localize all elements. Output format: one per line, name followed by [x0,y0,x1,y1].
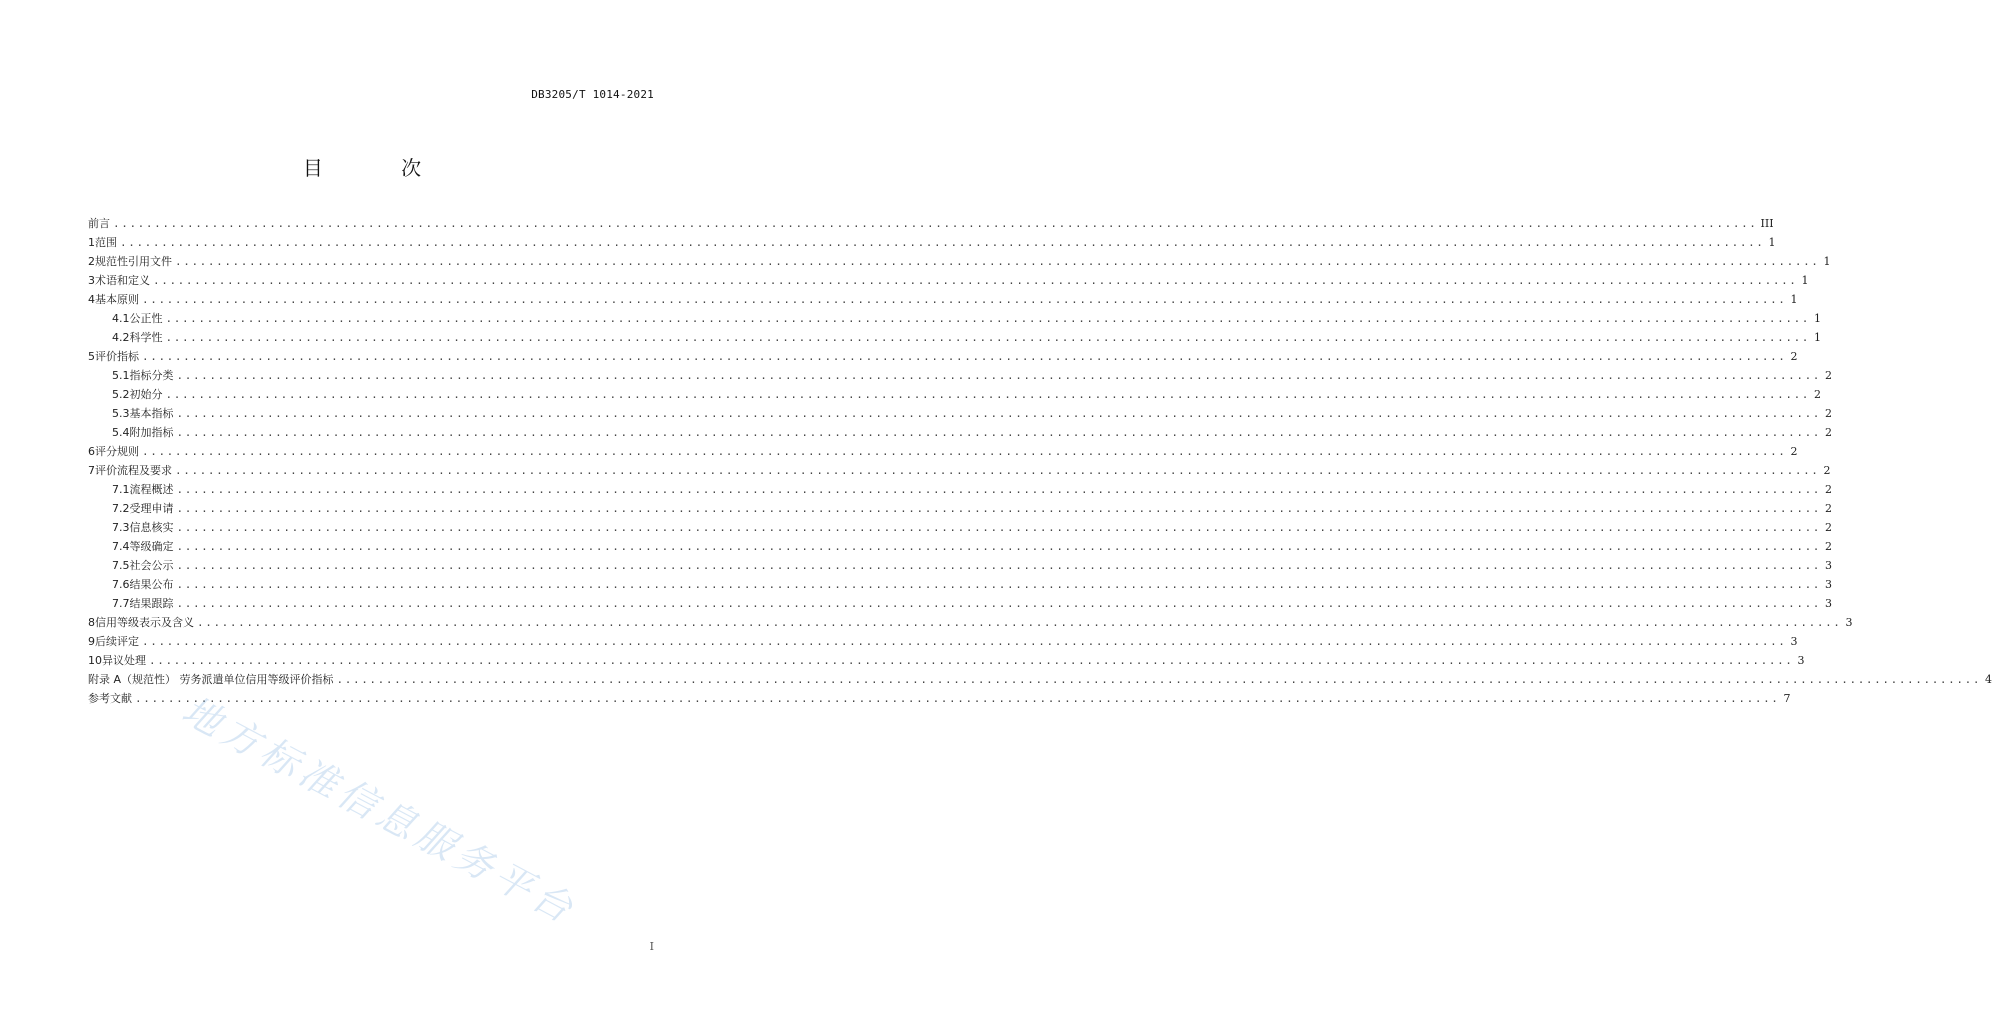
toc-entry-page: 4 [1985,673,1992,686]
toc-entry[interactable] [88,366,1833,385]
toc-entry-page: 2 [1823,464,1831,477]
toc-leader-dots: ........................................................................................................................................................................................................ [142,350,1787,363]
toc-leader-dots: ........................................................................................................................................................................................................ [176,426,1822,439]
toc-entry-label: 科学性 [129,331,163,344]
toc-entry-label: 流程概述 [129,483,174,496]
toc-leader-dots: ........................................................................................................................................................................................................ [176,578,1822,591]
toc-leader-dots: ........................................................................................................................................................................................................ [165,331,1811,344]
page-title: 目 次 [302,156,458,180]
toc-entry-page: 3 [1797,654,1805,667]
toc-entry-label: 规范性引用文件 [95,255,172,268]
toc-entry-number: 8 [88,616,95,629]
toc-entry-page: III [1760,217,1774,230]
toc-entry-number: 7.4 [112,540,130,553]
toc-entry-number: 7 [88,464,95,477]
toc-leader-dots: ........................................................................................................................................................................................................ [113,217,1758,230]
toc-entry-page: 1 [1814,312,1822,325]
toc-entry-number: 7.1 [112,483,130,496]
toc-leader-dots: ........................................................................................................................................................................................................ [176,540,1822,553]
watermark: 地方标准信息服务平台 [175,687,585,934]
toc-leader-dots: ........................................................................................................................................................................................................ [149,654,1794,667]
toc-entry[interactable] [88,632,1798,651]
toc-leader-dots: ........................................................................................................................................................................................................ [175,464,1820,477]
toc-entry[interactable] [88,423,1833,442]
toc-entry-label: 指标分类 [129,369,174,382]
toc-entry-number: 9 [88,635,95,648]
toc-leader-dots: ........................................................................................................................................................................................................ [165,312,1811,325]
toc-entry-page: 1 [1768,236,1776,249]
toc-entry-number: 10 [88,654,102,667]
toc-entry[interactable] [88,404,1833,423]
toc-leader-dots: ........................................................................................................................................................................................................ [142,635,1787,648]
toc-entry[interactable] [88,670,1992,689]
toc-entry-number: 7.5 [112,559,130,572]
toc-entry-label: 初始分 [129,388,163,401]
toc-entry[interactable] [88,252,1831,271]
toc-entry-page: 1 [1790,293,1798,306]
toc-entry-page: 2 [1790,445,1798,458]
toc-leader-dots: ........................................................................................................................................................................................................ [176,502,1822,515]
toc-entry-number: 5.3 [112,407,130,420]
toc-entry-label: 信息核实 [129,521,174,534]
toc-entry-label: 等级确定 [129,540,174,553]
toc-entry-number: 6 [88,445,95,458]
toc-entry-label: 评分规则 [95,445,139,458]
toc-entry-page: 3 [1825,559,1833,572]
toc-entry[interactable] [88,651,1805,670]
toc-entry[interactable] [88,309,1822,328]
toc-entry-page: 2 [1825,407,1833,420]
toc-entry-page: 2 [1825,369,1833,382]
toc-leader-dots: ........................................................................................................................................................................................................ [120,236,1765,249]
toc-entry-label: 前言 [88,217,110,230]
toc-leader-dots: ........................................................................................................................................................................................................ [176,483,1822,496]
toc-leader-dots: ........................................................................................................................................................................................................ [176,407,1822,420]
toc-entry-number: 5.2 [112,388,130,401]
toc-entry-page: 2 [1825,540,1833,553]
toc-entry-label: 基本指标 [129,407,174,420]
toc-entry-page: 3 [1790,635,1798,648]
toc-entry[interactable] [88,575,1833,594]
toc-entry-page: 7 [1783,692,1791,705]
toc-entry-page: 2 [1825,483,1833,496]
toc-leader-dots: ........................................................................................................................................................................................................ [336,673,1982,686]
toc-entry-number: 1 [88,236,95,249]
toc-entry-label: 社会公示 [129,559,174,572]
toc-entry[interactable] [88,613,1853,632]
toc-entry-number: 3 [88,274,95,287]
toc-entry-label: 公正性 [129,312,163,325]
toc-entry-page: 2 [1825,502,1833,515]
toc-entry[interactable] [88,537,1833,556]
toc-entry[interactable] [88,233,1776,252]
toc-entry-label: 后续评定 [95,635,139,648]
toc-entry-number: 7.7 [112,597,130,610]
toc-entry[interactable] [88,347,1798,366]
toc-entry[interactable] [88,594,1833,613]
toc-leader-dots: ........................................................................................................................................................................................................ [176,369,1822,382]
toc-entry-number: 4 [88,293,95,306]
toc-entry[interactable] [88,290,1798,309]
toc-entry[interactable] [88,499,1833,518]
toc-entry-label: 评价指标 [95,350,139,363]
toc-leader-dots: ........................................................................................................................................................................................................ [197,616,1842,629]
toc-entry-label: 受理申请 [129,502,174,515]
toc-entry[interactable] [88,214,1774,233]
toc-entry[interactable] [88,461,1831,480]
toc-leader-dots: ........................................................................................................................................................................................................ [176,559,1822,572]
toc-entry-label: 信用等级表示及含义 [95,616,194,629]
standard-number: DB3205/T 1014-2021 [531,88,654,101]
toc-entry-page: 3 [1845,616,1853,629]
toc-entry-label: 异议处理 [102,654,146,667]
toc-entry-number: 7.6 [112,578,130,591]
toc-entry[interactable] [88,556,1833,575]
toc-entry-number: 4.2 [112,331,130,344]
toc-entry-number: 2 [88,255,95,268]
toc-leader-dots: ........................................................................................................................................................................................................ [153,274,1798,287]
toc-entry-page: 2 [1814,388,1822,401]
toc-entry-number: 5.1 [112,369,130,382]
toc-entry-page: 1 [1823,255,1831,268]
toc-leader-dots: ........................................................................................................................................................................................................ [175,255,1820,268]
toc-leader-dots: ........................................................................................................................................................................................................ [135,692,1780,705]
toc-entry-label: 范围 [95,236,117,249]
toc-leader-dots: ........................................................................................................................................................................................................ [176,521,1822,534]
toc-entry-page: 2 [1790,350,1798,363]
toc-entry[interactable] [88,271,1809,290]
toc-leader-dots: ........................................................................................................................................................................................................ [176,597,1822,610]
toc-entry-page: 2 [1825,426,1833,439]
toc-entry-label: 结果公布 [129,578,174,591]
toc-entry-page: 2 [1825,521,1833,534]
toc-entry-number: 5.4 [112,426,130,439]
toc-entry-number: 4.1 [112,312,130,325]
toc-entry-label: 参考文献 [88,692,132,705]
toc-entry[interactable] [88,518,1833,537]
toc-entry[interactable] [88,689,1791,708]
page-number: I [649,940,654,953]
table-of-contents [88,214,1992,708]
toc-entry-number: 7.3 [112,521,130,534]
toc-entry-label: 附录 A（规范性） 劳务派遣单位信用等级评价指标 [88,673,334,686]
toc-entry-number: 7.2 [112,502,130,515]
toc-entry[interactable] [88,328,1822,347]
toc-leader-dots: ........................................................................................................................................................................................................ [142,293,1787,306]
toc-entry-label: 结果跟踪 [129,597,174,610]
toc-entry[interactable] [88,442,1798,461]
toc-leader-dots: ........................................................................................................................................................................................................ [142,445,1787,458]
toc-entry-label: 评价流程及要求 [95,464,172,477]
toc-entry[interactable] [88,385,1822,404]
toc-entry-label: 基本原则 [95,293,139,306]
toc-entry-label: 附加指标 [129,426,174,439]
toc-entry[interactable] [88,480,1833,499]
toc-entry-label: 术语和定义 [95,274,150,287]
toc-entry-page: 3 [1825,597,1833,610]
toc-entry-page: 1 [1801,274,1809,287]
toc-entry-number: 5 [88,350,95,363]
toc-entry-page: 1 [1814,331,1822,344]
toc-entry-page: 3 [1825,578,1833,591]
toc-leader-dots: ........................................................................................................................................................................................................ [165,388,1811,401]
